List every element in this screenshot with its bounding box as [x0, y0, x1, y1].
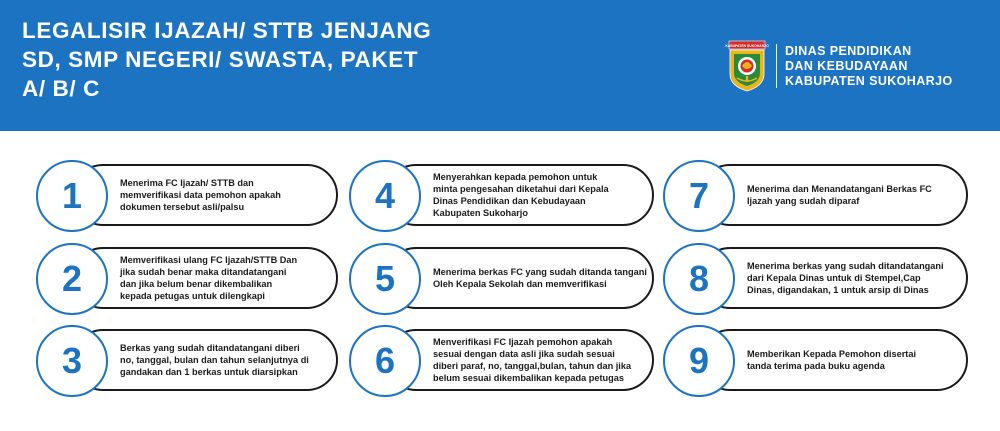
agency-divider — [776, 44, 777, 88]
step-number: 3 — [61, 340, 83, 381]
agency-line-1: DINAS PENDIDIKAN — [785, 43, 912, 58]
title-line-3: A/ B/ C — [22, 76, 100, 101]
step-description: Menerima FC Ijazah/ STTB dan memverifikasi data pemohon apakah dokumen tersebut asli/palsu — [120, 178, 281, 212]
step-description: Menverifikasi FC Ijazah pemohon apakah sesuai dengan data asli jika sudah sesuai diberi paraf, no, tanggal,bulan, tahun dan jika belum sesuai dikembalikan kepada petugas — [433, 337, 632, 383]
step-description-box — [433, 325, 642, 395]
step-5 — [349, 243, 654, 313]
page-title — [22, 16, 462, 103]
step-description-box — [120, 243, 304, 313]
step-number: 4 — [374, 175, 396, 216]
title-line-1: LEGALISIR IJAZAH/ STTB JENJANG — [22, 18, 432, 43]
step-8 — [663, 243, 968, 313]
step-description: Menyerahkan kepada pemohon untuk minta pengesahan diketahui dari Kepala Dinas Pendidikan dan Kebudayaan Kabupaten Sukoharjo — [433, 172, 609, 218]
step-4 — [349, 160, 654, 230]
step-description: Menerima berkas FC yang sudah ditanda tangani Oleh Kepala Sekolah dan memverifikasi — [433, 267, 647, 289]
step-description: Memverifikasi ulang FC Ijazah/STTB Dan jika sudah benar maka ditandatangani dan jika belum benar dikembalikan kepada petugas untuk dilengkapi — [120, 255, 298, 301]
step-1 — [36, 160, 338, 230]
step-description-box — [433, 243, 650, 313]
step-description-box — [433, 160, 624, 230]
agency-block — [725, 40, 953, 92]
step-description-box — [120, 325, 316, 395]
agency-line-2: DAN KEBUDAYAAN — [785, 58, 908, 73]
title-line-2: SD, SMP NEGERI/ SWASTA, PAKET — [22, 47, 419, 72]
step-number: 8 — [688, 258, 710, 299]
step-3 — [36, 325, 338, 395]
step-number: 1 — [61, 175, 83, 216]
step-number-badge — [36, 160, 108, 232]
agency-name — [785, 44, 953, 89]
step-description: Menerima dan Menandatangani Berkas FC Ijazah yang sudah diparaf — [747, 184, 932, 206]
step-number-badge — [349, 160, 421, 232]
svg-text:KABUPATEN SUKOHARJO: KABUPATEN SUKOHARJO — [725, 44, 769, 48]
step-2 — [36, 243, 338, 313]
agency-line-3: KABUPATEN SUKOHARJO — [785, 73, 953, 88]
step-7 — [663, 160, 968, 230]
step-number-badge — [349, 325, 421, 397]
step-description-box — [120, 160, 298, 230]
step-number: 6 — [374, 340, 396, 381]
step-number-badge — [663, 325, 735, 397]
step-description: Berkas yang sudah ditandatangani diberi no, tanggal, bulan dan tahun selanjutnya di gandakan dan 1 berkas untuk diarsipkan — [120, 343, 309, 377]
step-number-badge — [663, 160, 735, 232]
step-9 — [663, 325, 968, 395]
step-number-badge — [663, 243, 735, 315]
step-number: 7 — [688, 175, 710, 216]
step-description-box — [747, 243, 944, 313]
step-description-box — [747, 325, 932, 395]
header-banner — [0, 0, 1000, 131]
step-6 — [349, 325, 654, 395]
step-number: 5 — [374, 258, 396, 299]
step-number: 2 — [61, 258, 83, 299]
step-description: Menerima berkas yang sudah ditandatangani dari Kepala Dinas untuk di Stempel,Cap Dinas, digandakan, 1 untuk arsip di Dinas — [747, 261, 944, 295]
step-number-badge — [349, 243, 421, 315]
step-number-badge — [36, 325, 108, 397]
step-description-box — [747, 160, 944, 230]
step-description: Memberikan Kepada Pemohon disertai tanda terima pada buku agenda — [747, 349, 916, 371]
regency-emblem-icon — [725, 40, 769, 92]
step-number-badge — [36, 243, 108, 315]
step-number: 9 — [688, 340, 710, 381]
